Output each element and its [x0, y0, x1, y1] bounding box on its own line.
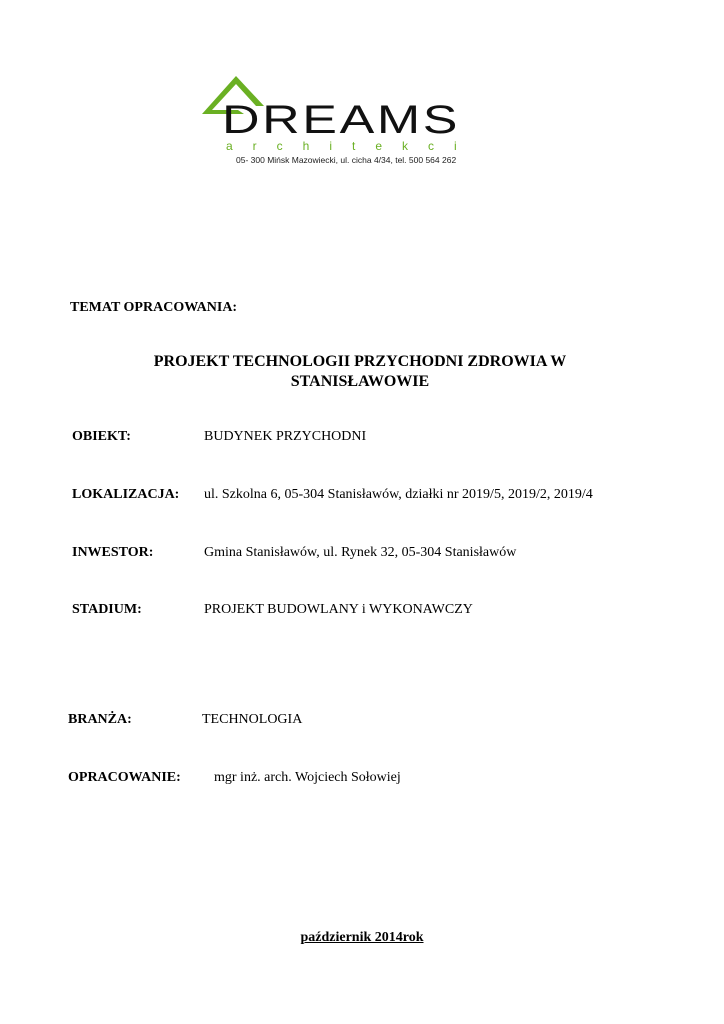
logo-wordmark: DREAMS — [222, 98, 461, 142]
document-title — [100, 352, 620, 392]
opracowanie-label: OPRACOWANIE: — [68, 770, 181, 785]
lokalizacja-value: ul. Szkolna 6, 05-304 Stanisławów, działki nr 2019/5, 2019/2, 2019/4 — [204, 487, 593, 502]
stadium-label: STADIUM: — [72, 602, 142, 617]
company-logo — [198, 72, 498, 172]
title-line-1: PROJEKT TECHNOLOGII PRZYCHODNI ZDROWIA W — [153, 353, 567, 370]
branza-value: TECHNOLOGIA — [202, 712, 303, 727]
lokalizacja-label: LOKALIZACJA: — [72, 487, 180, 502]
obiekt-label: OBIEKT: — [72, 429, 131, 444]
title-line-2: STANISŁAWOWIE — [290, 373, 430, 390]
opracowanie-value: mgr inż. arch. Wojciech Sołowiej — [214, 770, 401, 785]
document-date — [0, 930, 724, 946]
date-text: październik 2014rok — [300, 930, 424, 945]
inwestor-label: INWESTOR: — [72, 545, 154, 560]
branza-label: BRANŻA: — [68, 712, 132, 727]
obiekt-value: BUDYNEK PRZYCHODNI — [204, 429, 367, 444]
topic-label: TEMAT OPRACOWANIA: — [70, 300, 238, 315]
logo-subtitle: architekci — [226, 139, 477, 153]
stadium-value: PROJEKT BUDOWLANY i WYKONAWCZY — [204, 602, 473, 617]
logo-address: 05- 300 Mińsk Mazowiecki, ul. cicha 4/34, tel. 500 564 262 — [236, 155, 457, 165]
inwestor-value: Gmina Stanisławów, ul. Rynek 32, 05-304 Stanisławów — [204, 545, 517, 560]
